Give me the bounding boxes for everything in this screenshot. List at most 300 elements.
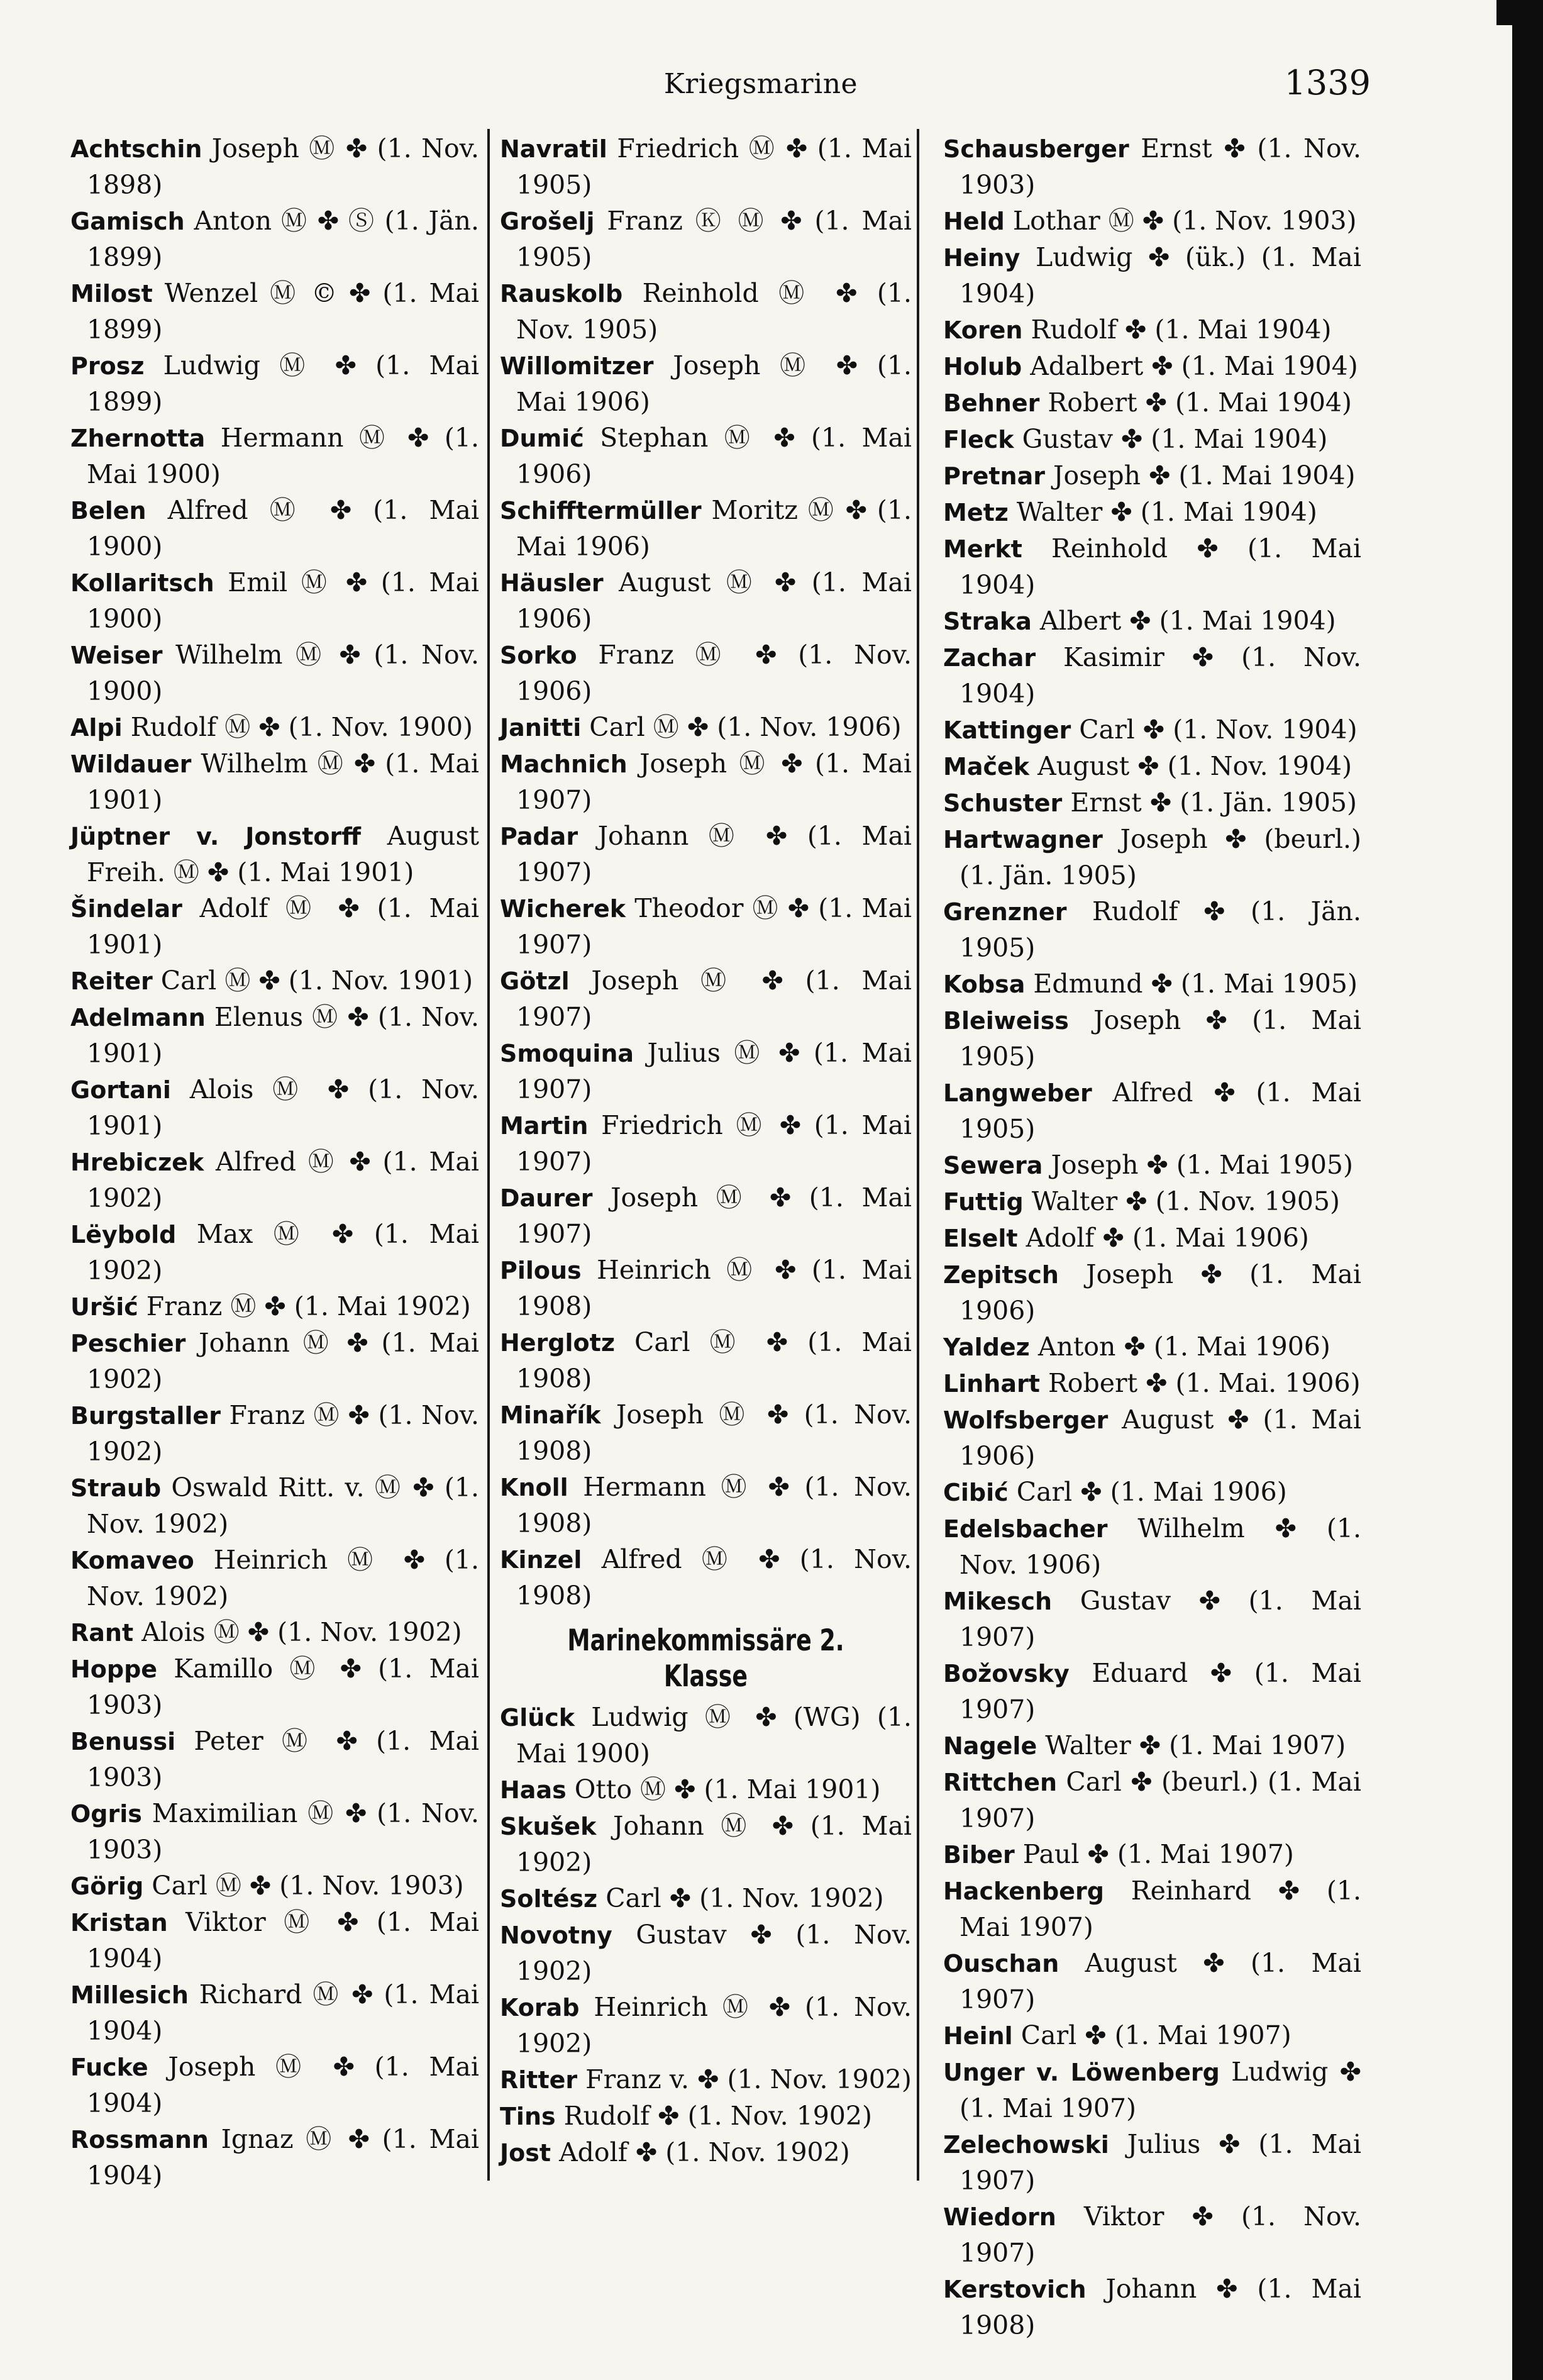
entry-surname: Rittchen [943, 1769, 1058, 1796]
entry-surname: Kattinger [943, 716, 1071, 744]
entry-surname: Uršić [70, 1293, 138, 1321]
entry-details: Heinrich Ⓜ ✤ (1. Mai 1908) [516, 1255, 912, 1321]
entry-surname: Hoppe [70, 1655, 158, 1683]
entry-surname: Achtschin [70, 135, 202, 163]
entry-details: Joseph Ⓜ ✤ (1. Mai 1907) [516, 1182, 912, 1249]
entry-surname: Fleck [943, 426, 1014, 453]
entry-surname: Pretnar [943, 462, 1045, 490]
entry-details: Joseph ✤ (1. Mai 1906) [960, 1259, 1361, 1326]
entry-details: Adalbert ✤ (1. Mai 1904) [1022, 351, 1358, 381]
scan-border [1512, 0, 1543, 2380]
entry-details: Carl ✤ (1. Mai 1906) [1008, 1477, 1287, 1507]
entry-surname: Ritter [500, 2066, 578, 2094]
entry-surname: Jost [500, 2139, 551, 2167]
entry-details: Alois Ⓜ ✤ (1. Nov. 1901) [87, 1074, 479, 1141]
list-item [943, 131, 1361, 203]
entry-surname: Kerstovich [943, 2276, 1087, 2303]
section-heading: Marinekommissäre 2. Klasse [567, 1623, 844, 1694]
entry-details: Hermann Ⓜ ✤ (1. Mai 1900) [87, 423, 479, 489]
entry-details: Moritz Ⓜ ✤ (1. Mai 1906) [516, 495, 912, 562]
entry-surname: Korab [500, 1994, 580, 2021]
entry-surname: Burgstaller [70, 1402, 221, 1430]
list-item [70, 275, 479, 348]
entry-details: August ✤ (1. Mai 1906) [960, 1404, 1361, 1471]
list-item [70, 709, 479, 746]
entry-details: Alfred Ⓜ ✤ (1. Mai 1900) [87, 495, 479, 562]
list-item [70, 999, 479, 1072]
entry-surname: Cibić [943, 1479, 1009, 1506]
entry-surname: Sewera [943, 1152, 1043, 1179]
list-item [500, 1881, 912, 1917]
list-item [500, 131, 912, 203]
list-item [943, 1728, 1361, 1764]
column-3 [943, 131, 1361, 2344]
list-item [70, 131, 479, 203]
entry-surname: Soltész [500, 1885, 598, 1913]
entry-details: Joseph ✤ (1. Mai 1905) [1042, 1150, 1353, 1180]
entry-details: Rudolf ✤ (1. Nov. 1902) [555, 2101, 872, 2131]
list-item [500, 275, 912, 348]
entry-surname: Koren [943, 316, 1023, 344]
entry-surname: Wolfsberger [943, 1406, 1109, 1434]
entry-details: Reinhard ✤ (1. Mai 1907) [960, 1876, 1361, 1942]
entry-details: Johann Ⓜ ✤ (1. Mai 1907) [516, 821, 912, 887]
entry-surname: Straka [943, 608, 1032, 635]
page-number: 1339 [1284, 63, 1371, 103]
entry-surname: Adelmann [70, 1004, 206, 1032]
entry-details: Max Ⓜ ✤ (1. Mai 1902) [87, 1219, 479, 1286]
entry-surname: Fucke [70, 2054, 148, 2081]
list-item [500, 1035, 912, 1108]
list-item [70, 891, 479, 963]
entry-details: Carl ✤ (beurl.) (1. Mai 1907) [960, 1767, 1361, 1833]
entry-surname: Rauskolb [500, 280, 623, 308]
entry-surname: Biber [943, 1841, 1015, 1869]
list-item [943, 1764, 1361, 1837]
entry-details: Walter ✤ (1. Nov. 1905) [1023, 1186, 1341, 1216]
entry-surname: Bleiweiss [943, 1007, 1069, 1035]
list-item [70, 963, 479, 999]
list-item [943, 1945, 1361, 2018]
entry-surname: Zhernotta [70, 425, 206, 452]
entry-details: Wenzel Ⓜ © ✤ (1. Mai 1899) [87, 278, 479, 345]
list-item [500, 1989, 912, 2062]
entry-details: Emil Ⓜ ✤ (1. Mai 1900) [87, 567, 479, 634]
entry-surname: Gortani [70, 1076, 171, 1104]
entry-surname: Hackenberg [943, 1877, 1104, 1905]
entry-surname: Millesich [70, 1981, 189, 2009]
entry-surname: Elselt [943, 1225, 1018, 1252]
entry-details: Julius ✤ (1. Mai 1907) [960, 2129, 1361, 2196]
list-item [70, 1723, 479, 1796]
entry-surname: Novotny [500, 1921, 612, 1949]
entry-details: Viktor ✤ (1. Nov. 1907) [960, 2201, 1361, 2268]
entry-surname: Görig [70, 1872, 144, 1900]
list-item [500, 2098, 912, 2135]
entry-surname: Götzl [500, 967, 570, 995]
entry-details: Walter ✤ (1. Mai 1907) [1037, 1730, 1346, 1760]
entry-surname: Pilous [500, 1257, 582, 1284]
entry-details: Heinrich Ⓜ ✤ (1. Nov. 1902) [87, 1545, 479, 1611]
entry-surname: Minařík [500, 1401, 601, 1429]
list-item [70, 203, 479, 275]
entry-surname: Peschier [70, 1330, 186, 1357]
entry-details: Rudolf ✤ (1. Jän. 1905) [960, 896, 1361, 963]
entry-details: Joseph ✤ (1. Mai 1904) [1044, 460, 1356, 491]
entry-details: Robert ✤ (1. Mai 1904) [1039, 387, 1352, 418]
entry-details: Lothar Ⓜ ✤ (1. Nov. 1903) [1004, 206, 1357, 236]
entry-details: Wilhelm Ⓜ ✤ (1. Mai 1901) [87, 748, 479, 815]
column-2 [500, 131, 912, 2171]
list-item [70, 1796, 479, 1868]
entry-surname: Wiedorn [943, 2203, 1056, 2231]
entry-surname: Rant [70, 1619, 134, 1647]
list-item [500, 1542, 912, 1614]
list-item [70, 2121, 479, 2194]
list-item [943, 1474, 1361, 1511]
entry-surname: Alpi [70, 714, 123, 742]
list-item [943, 821, 1361, 894]
entry-surname: Daurer [500, 1184, 593, 1212]
entry-surname: Edelsbacher [943, 1515, 1108, 1543]
list-item [943, 385, 1361, 421]
entry-details: Joseph Ⓜ ✤ (1. Mai 1907) [516, 965, 912, 1032]
entry-details: August Freih. Ⓜ ✤ (1. Mai 1901) [87, 821, 479, 887]
entry-details: Joseph Ⓜ ✤ (1. Nov. 1908) [516, 1399, 912, 1466]
list-item [500, 203, 912, 275]
entry-details: Joseph Ⓜ ✤ (1. Mai 1904) [87, 2052, 479, 2118]
column-rule [917, 129, 919, 2181]
list-item [943, 2127, 1361, 2199]
entry-surname: Grenzner [943, 898, 1067, 926]
entry-surname: Martin [500, 1112, 589, 1140]
list-item [943, 312, 1361, 348]
entry-surname: Kollaritsch [70, 569, 214, 597]
entry-details: Viktor Ⓜ ✤ (1. Mai 1904) [87, 1907, 479, 1974]
list-item [500, 709, 912, 746]
list-item [70, 818, 479, 891]
list-item [70, 1289, 479, 1325]
list-item [70, 1470, 479, 1542]
list-item [943, 748, 1361, 785]
entry-details: Johann Ⓜ ✤ (1. Mai 1902) [87, 1328, 479, 1394]
list-item [943, 1184, 1361, 1220]
list-item [70, 1325, 479, 1398]
entry-surname: Hrebiczek [70, 1148, 204, 1176]
list-item [500, 891, 912, 963]
entry-surname: Rossmann [70, 2126, 209, 2154]
entry-details: Carl Ⓜ ✤ (1. Mai 1908) [516, 1327, 912, 1394]
list-item [943, 1147, 1361, 1184]
entry-details: Rudolf ✤ (1. Mai 1904) [1022, 314, 1332, 345]
entry-details: Elenus Ⓜ ✤ (1. Nov. 1901) [87, 1002, 479, 1069]
list-item [70, 1868, 479, 1905]
list-item [70, 1072, 479, 1144]
entry-surname: Glück [500, 1704, 575, 1732]
entry-details: Ernst ✤ (1. Jän. 1905) [1062, 787, 1358, 818]
entry-surname: Komaveo [70, 1547, 194, 1574]
list-item [500, 963, 912, 1035]
entry-surname: Zelechowski [943, 2131, 1109, 2159]
entry-surname: Straub [70, 1474, 162, 1502]
list-item [500, 1252, 912, 1325]
entry-surname: Kinzel [500, 1546, 582, 1574]
entry-surname: Kobsa [943, 970, 1026, 998]
entry-details: Gustav ✤ (1. Nov. 1902) [516, 1920, 912, 1986]
entry-details: Ludwig ✤ (ük.) (1. Mai 1904) [960, 242, 1361, 309]
list-item [70, 1144, 479, 1216]
list-item [500, 1808, 912, 1881]
entry-details: Carl ✤ (1. Nov. 1904) [1071, 715, 1358, 745]
entry-surname: Herglotz [500, 1329, 615, 1357]
entry-details: Edmund ✤ (1. Mai 1905) [1025, 969, 1358, 999]
list-item [943, 240, 1361, 312]
entry-surname: Holub [943, 353, 1022, 381]
column-rule [487, 129, 490, 2181]
entry-surname: Sorko [500, 642, 577, 669]
list-item [500, 1325, 912, 1397]
list-item [500, 1108, 912, 1180]
entry-details: Wilhelm ✤ (1. Nov. 1906) [960, 1513, 1361, 1580]
list-item [500, 348, 912, 420]
entry-details: August ✤ (1. Nov. 1904) [1029, 751, 1352, 781]
list-item [943, 2199, 1361, 2271]
entry-details: Walter ✤ (1. Mai 1904) [1008, 497, 1317, 527]
list-item [943, 531, 1361, 603]
entry-surname: Ogris [70, 1800, 142, 1828]
entry-details: Ludwig ✤ (1. Mai 1907) [960, 2057, 1362, 2123]
entry-details: Anton Ⓜ ✤ Ⓢ (1. Jän. 1899) [87, 206, 479, 272]
entry-details: Carl ✤ (1. Nov. 1902) [597, 1883, 884, 1913]
entry-surname: Grošelj [500, 208, 595, 235]
entry-surname: Padar [500, 823, 578, 850]
list-item [943, 1003, 1361, 1075]
entry-details: Robert ✤ (1. Mai. 1906) [1039, 1368, 1361, 1398]
entry-surname: Dumić [500, 425, 584, 452]
entry-surname: Linhart [943, 1370, 1040, 1398]
scan-corner [1496, 0, 1543, 25]
entry-details: Franz Ⓚ Ⓜ ✤ (1. Mai 1905) [516, 206, 912, 272]
list-item [500, 637, 912, 709]
list-item [500, 2135, 912, 2171]
entry-details: Peter Ⓜ ✤ (1. Mai 1903) [87, 1726, 479, 1793]
list-item [943, 2054, 1361, 2127]
list-item [943, 1511, 1361, 1583]
entry-details: Carl Ⓜ ✤ (1. Nov. 1901) [152, 965, 473, 996]
entry-details: August Ⓜ ✤ (1. Mai 1906) [516, 567, 912, 634]
entry-surname: Zachar [943, 644, 1036, 672]
running-head: Kriegsmarine [663, 68, 858, 100]
entry-details: Kamillo Ⓜ ✤ (1. Mai 1903) [87, 1654, 479, 1720]
entry-surname: Unger v. Löwenberg [943, 2059, 1220, 2086]
list-item [500, 746, 912, 818]
entry-surname: Wicherek [500, 895, 626, 923]
entry-details: August ✤ (1. Mai 1907) [960, 1948, 1361, 2015]
entry-details: Carl Ⓜ ✤ (1. Nov. 1903) [143, 1871, 464, 1901]
entry-details: Franz Ⓜ ✤ (1. Mai 1902) [138, 1291, 471, 1321]
entry-surname: Nagele [943, 1732, 1037, 1760]
entry-details: Rudolf Ⓜ ✤ (1. Nov. 1900) [122, 712, 473, 742]
entry-details: Ignaz Ⓜ ✤ (1. Mai 1904) [87, 2124, 479, 2191]
list-item [943, 1837, 1361, 1873]
list-item [70, 565, 479, 637]
entry-surname: Heinl [943, 2022, 1013, 2050]
entry-surname: Yaldez [943, 1333, 1030, 1361]
entry-details: Adolf ✤ (1. Mai 1906) [1017, 1223, 1309, 1253]
entry-surname: Metz [943, 499, 1009, 526]
column-1 [70, 131, 479, 2194]
list-item [943, 1257, 1361, 1329]
entry-surname: Futtig [943, 1188, 1024, 1216]
list-item [943, 494, 1361, 531]
entry-surname: Navratil [500, 135, 607, 163]
entry-details: Adolf Ⓜ ✤ (1. Mai 1901) [87, 893, 479, 960]
entry-surname: Maček [943, 753, 1030, 781]
entry-details: Franz v. ✤ (1. Nov. 1902) [577, 2064, 912, 2094]
list-item [500, 1917, 912, 1989]
list-item [500, 1397, 912, 1469]
entry-surname: Božovsky [943, 1660, 1070, 1688]
entry-details: Alfred Ⓜ ✤ (1. Mai 1902) [87, 1147, 479, 1213]
entry-details: Gustav ✤ (1. Mai 1907) [960, 1586, 1361, 1652]
list-item [70, 420, 479, 492]
entry-details: Alfred ✤ (1. Mai 1905) [960, 1077, 1361, 1144]
list-item [943, 1329, 1361, 1365]
list-item [943, 2018, 1361, 2054]
entry-details: Oswald Ritt. v. Ⓜ ✤ (1. Nov. 1902) [87, 1472, 479, 1539]
list-item [943, 1583, 1361, 1655]
entry-details: Friedrich Ⓜ ✤ (1. Mai 1905) [516, 133, 912, 200]
entry-surname: Lëybold [70, 1221, 177, 1248]
entry-details: Ludwig Ⓜ ✤ (1. Mai 1899) [87, 350, 479, 417]
entry-details: Ludwig Ⓜ ✤ (WG) (1. Mai 1900) [516, 1702, 912, 1769]
list-item [943, 1655, 1361, 1728]
entry-surname: Haas [500, 1776, 567, 1804]
entry-surname: Tins [500, 2103, 556, 2130]
entry-details: Alois Ⓜ ✤ (1. Nov. 1902) [133, 1617, 462, 1647]
list-item [943, 421, 1361, 458]
entry-details: Joseph ✤ (beurl.) (1. Jän. 1905) [960, 824, 1361, 891]
entry-surname: Heiny [943, 244, 1020, 272]
list-item [943, 1873, 1361, 1945]
list-item [500, 1469, 912, 1542]
entry-details: Eduard ✤ (1. Mai 1907) [960, 1658, 1361, 1725]
list-item [943, 640, 1361, 712]
list-item [943, 348, 1361, 385]
entry-details: Joseph ✤ (1. Mai 1905) [960, 1005, 1361, 1072]
entry-surname: Janitti [500, 714, 582, 742]
entry-surname: Prosz [70, 352, 145, 380]
entry-surname: Smoquina [500, 1040, 634, 1067]
entry-details: Joseph Ⓜ ✤ (1. Mai 1907) [516, 748, 912, 815]
entry-details: Gustav ✤ (1. Mai 1904) [1014, 424, 1328, 454]
column-2-list-after [500, 1699, 912, 2171]
list-item [70, 746, 479, 818]
entry-details: Franz Ⓜ ✤ (1. Nov. 1906) [516, 640, 912, 706]
entry-details: Kasimir ✤ (1. Nov. 1904) [960, 642, 1361, 709]
entry-surname: Häusler [500, 569, 604, 597]
list-item [70, 1651, 479, 1723]
list-item [500, 2062, 912, 2098]
list-item [500, 565, 912, 637]
entry-surname: Ouschan [943, 1950, 1059, 1977]
entry-surname: Schuster [943, 789, 1063, 817]
entry-surname: Machnich [500, 750, 628, 778]
entry-details: Theodor Ⓜ ✤ (1. Mai 1907) [516, 893, 912, 960]
entry-details: Albert ✤ (1. Mai 1904) [1031, 606, 1336, 636]
entry-surname: Schausberger [943, 135, 1129, 163]
entry-details: Alfred Ⓜ ✤ (1. Nov. 1908) [516, 1544, 912, 1611]
entry-details: Wilhelm Ⓜ ✤ (1. Nov. 1900) [87, 640, 479, 706]
list-item [70, 1216, 479, 1289]
entry-surname: Knoll [500, 1474, 568, 1501]
entry-details: Carl Ⓜ ✤ (1. Nov. 1906) [581, 712, 902, 742]
list-item [70, 637, 479, 709]
entry-surname: Schifftermüller [500, 497, 702, 525]
list-item [500, 420, 912, 492]
list-item [70, 2049, 479, 2121]
entry-surname: Willomitzer [500, 352, 654, 380]
list-item [943, 458, 1361, 494]
entry-surname: Šindelar [70, 895, 182, 923]
list-item [70, 1615, 479, 1651]
entry-details: Adolf ✤ (1. Nov. 1902) [551, 2137, 850, 2167]
entry-surname: Langweber [943, 1079, 1092, 1107]
list-item [70, 1398, 479, 1470]
entry-details: Reinhold Ⓜ ✤ (1. Nov. 1905) [516, 278, 912, 345]
entry-details: Friedrich Ⓜ ✤ (1. Mai 1907) [516, 1110, 912, 1177]
entry-details: Carl ✤ (1. Mai 1907) [1012, 2020, 1291, 2050]
list-item [70, 492, 479, 565]
entry-surname: Jüptner v. Jonstorff [70, 823, 361, 850]
list-item [500, 1772, 912, 1808]
entry-surname: Hartwagner [943, 826, 1103, 854]
list-item [943, 603, 1361, 640]
entry-surname: Merkt [943, 535, 1022, 563]
entry-surname: Milost [70, 280, 153, 308]
entry-details: Johann ✤ (1. Mai 1908) [960, 2274, 1361, 2340]
entry-details: Anton ✤ (1. Mai 1906) [1029, 1332, 1330, 1362]
entry-surname: Gamisch [70, 208, 185, 235]
list-item [943, 2271, 1361, 2344]
list-item [500, 492, 912, 565]
entry-surname: Weiser [70, 642, 163, 669]
list-item [500, 1699, 912, 1772]
entry-surname: Kristan [70, 1909, 168, 1937]
entry-surname: Held [943, 208, 1005, 235]
entry-details: Hermann Ⓜ ✤ (1. Nov. 1908) [516, 1472, 912, 1538]
list-item [943, 966, 1361, 1003]
entry-surname: Benussi [70, 1728, 176, 1755]
list-item [943, 785, 1361, 821]
entry-details: Joseph Ⓜ ✤ (1. Mai 1906) [516, 350, 912, 417]
list-item [943, 1402, 1361, 1474]
list-item [943, 894, 1361, 966]
list-item [943, 1220, 1361, 1257]
entry-details: Paul ✤ (1. Mai 1907) [1014, 1839, 1294, 1869]
entry-details: Johann Ⓜ ✤ (1. Mai 1902) [516, 1811, 912, 1877]
entry-surname: Reiter [70, 967, 153, 995]
list-item [943, 712, 1361, 748]
list-item [70, 1905, 479, 1977]
entry-details: Heinrich Ⓜ ✤ (1. Nov. 1902) [516, 1992, 912, 2059]
entry-details: Ernst ✤ (1. Nov. 1903) [960, 133, 1361, 200]
entry-surname: Zepitsch [943, 1261, 1059, 1289]
entry-surname: Skušek [500, 1813, 597, 1840]
list-item [70, 1977, 479, 2049]
entry-details: Joseph Ⓜ ✤ (1. Nov. 1898) [87, 133, 479, 200]
list-item [500, 1180, 912, 1252]
